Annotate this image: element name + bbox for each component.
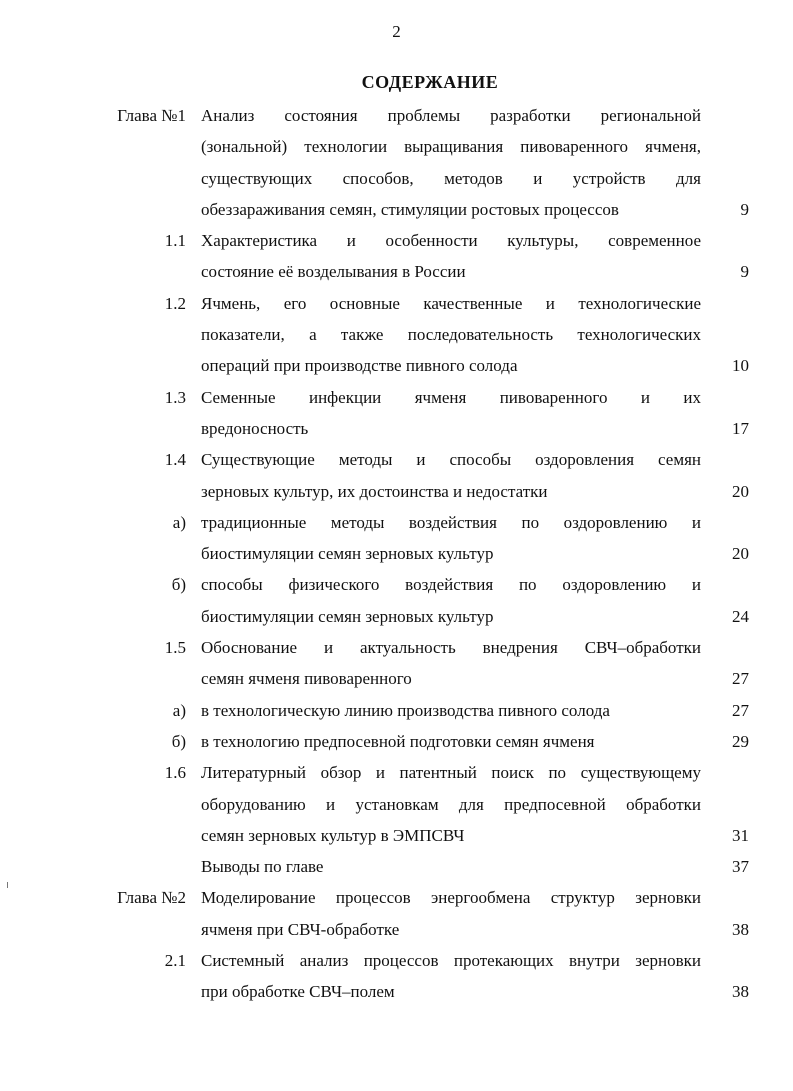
toc-entry-text: Ячмень, его основные качественные и технологические bbox=[201, 293, 701, 313]
toc-entry bbox=[0, 288, 793, 382]
toc-line bbox=[0, 100, 793, 131]
toc-entry-number: 1.2 bbox=[164, 293, 186, 313]
toc-entry bbox=[0, 225, 793, 288]
toc-line bbox=[0, 131, 793, 162]
toc-line bbox=[0, 882, 793, 913]
toc-page-number: 9 bbox=[740, 262, 749, 282]
toc-line bbox=[0, 851, 793, 882]
toc-page-number: 37 bbox=[732, 857, 749, 877]
table-of-contents bbox=[0, 100, 793, 1008]
toc-entry-number: б) bbox=[171, 731, 186, 751]
toc-entry-text: операций при производстве пивного солода bbox=[201, 356, 518, 376]
toc-page-number: 29 bbox=[732, 731, 749, 751]
toc-page-number: 9 bbox=[740, 199, 749, 219]
toc-entry bbox=[0, 726, 793, 757]
toc-entry-text: Характеристика и особенности культуры, современное bbox=[201, 231, 701, 251]
toc-line bbox=[0, 976, 793, 1007]
toc-entry-text: вредоносность bbox=[201, 418, 309, 438]
toc-entry-number: а) bbox=[172, 700, 186, 720]
toc-entry-number: 1.3 bbox=[164, 387, 186, 407]
toc-entry bbox=[0, 632, 793, 695]
toc-entry-number: Глава №1 bbox=[117, 106, 186, 125]
toc-entry-text: Существующие методы и способы оздоровления семян bbox=[201, 450, 701, 470]
toc-line bbox=[0, 507, 793, 538]
toc-page-number: 27 bbox=[732, 669, 749, 689]
toc-entry-text: зерновых культур, их достоинства и недостатки bbox=[201, 481, 548, 501]
toc-line bbox=[0, 726, 793, 757]
toc-entry-text: Семенные инфекции ячменя пивоваренного и их bbox=[201, 387, 701, 407]
toc-entry-text: традиционные методы воздействия по оздоровлению и bbox=[201, 512, 701, 532]
toc-line bbox=[0, 225, 793, 256]
toc-entry bbox=[0, 444, 793, 507]
toc-line bbox=[0, 538, 793, 569]
toc-entry-text: биостимуляции семян зерновых культур bbox=[201, 606, 494, 626]
toc-entry-text: существующих способов, методов и устройств для bbox=[201, 168, 701, 188]
page-number: 2 bbox=[392, 22, 401, 41]
toc-line bbox=[0, 757, 793, 788]
toc-entry bbox=[0, 882, 793, 945]
toc-entry-text: показатели, а также последовательность технологических bbox=[201, 325, 701, 345]
toc-entry-text: ячменя при СВЧ-обработке bbox=[201, 919, 400, 939]
toc-entry-number: 1.1 bbox=[164, 231, 186, 251]
toc-entry bbox=[0, 695, 793, 726]
toc-line bbox=[0, 663, 793, 694]
toc-entry-text: Анализ состояния проблемы разработки региональной bbox=[201, 106, 701, 125]
toc-line bbox=[0, 256, 793, 287]
toc-line bbox=[0, 914, 793, 945]
toc-entry-text: Литературный обзор и патентный поиск по существующему bbox=[201, 763, 701, 783]
toc-line bbox=[0, 569, 793, 600]
toc-entry-text: Обоснование и актуальность внедрения СВЧ–обработки bbox=[201, 638, 701, 658]
toc-entry-text: оборудованию и установкам для предпосевной обработки bbox=[201, 794, 701, 814]
toc-line bbox=[0, 444, 793, 475]
toc-line bbox=[0, 601, 793, 632]
toc-entry-number: б) bbox=[171, 575, 186, 595]
toc-line bbox=[0, 382, 793, 413]
toc-entry-text: Моделирование процессов энергообмена структур зерновки bbox=[201, 888, 701, 908]
toc-line bbox=[0, 945, 793, 976]
toc-line bbox=[0, 413, 793, 444]
toc-line bbox=[0, 789, 793, 820]
toc-line bbox=[0, 695, 793, 726]
toc-entry-number: 1.6 bbox=[164, 763, 186, 783]
toc-entry-text: Системный анализ процессов протекающих внутри зерновки bbox=[201, 951, 701, 971]
toc-line bbox=[0, 288, 793, 319]
toc-page-number: 38 bbox=[732, 919, 749, 939]
toc-entry-text: Выводы по главе bbox=[201, 857, 324, 877]
toc-line bbox=[0, 820, 793, 851]
toc-entry-text: при обработке СВЧ–полем bbox=[201, 982, 395, 1002]
toc-page-number: 38 bbox=[732, 982, 749, 1002]
toc-entry-text: (зональной) технологии выращивания пивоваренного ячменя, bbox=[201, 137, 701, 157]
toc-entry bbox=[0, 100, 793, 225]
toc-page-number: 17 bbox=[732, 418, 749, 438]
toc-page-number: 20 bbox=[732, 544, 749, 564]
toc-entry-number: 2.1 bbox=[164, 951, 186, 971]
toc-entry-number: 1.4 bbox=[164, 450, 186, 470]
toc-line bbox=[0, 194, 793, 225]
toc-entry bbox=[0, 851, 793, 882]
toc-entry-text: семян зерновых культур в ЭМПСВЧ bbox=[201, 825, 465, 845]
toc-entry-text: состояние её возделывания в России bbox=[201, 262, 466, 282]
toc-entry bbox=[0, 757, 793, 851]
toc-entry-number: а) bbox=[172, 512, 186, 532]
scan-artifact bbox=[7, 882, 8, 888]
toc-entry-text: обеззараживания семян, стимуляции ростовых процессов bbox=[201, 199, 619, 219]
toc-entry-text: в технологию предпосевной подготовки семян ячменя bbox=[201, 731, 595, 751]
toc-page-number: 20 bbox=[732, 481, 749, 501]
toc-line bbox=[0, 632, 793, 663]
toc-line bbox=[0, 476, 793, 507]
toc-entry bbox=[0, 507, 793, 570]
toc-entry bbox=[0, 945, 793, 1008]
toc-line bbox=[0, 319, 793, 350]
toc-page-number: 24 bbox=[732, 606, 749, 626]
toc-entry-text: способы физического воздействия по оздоровлению и bbox=[201, 575, 701, 595]
toc-entry-text: биостимуляции семян зерновых культур bbox=[201, 544, 494, 564]
toc-entry-text: семян ячменя пивоваренного bbox=[201, 669, 412, 689]
toc-line bbox=[0, 163, 793, 194]
toc-entry bbox=[0, 569, 793, 632]
toc-entry-number: Глава №2 bbox=[117, 888, 186, 908]
toc-page-number: 10 bbox=[732, 356, 749, 376]
page-title: СОДЕРЖАНИЕ bbox=[361, 72, 499, 92]
toc-entry bbox=[0, 382, 793, 445]
toc-page-number: 31 bbox=[732, 825, 749, 845]
toc-entry-text: в технологическую линию производства пивного солода bbox=[201, 700, 610, 720]
toc-page-number: 27 bbox=[732, 700, 749, 720]
toc-entry-number: 1.5 bbox=[164, 638, 186, 658]
toc-line bbox=[0, 350, 793, 381]
